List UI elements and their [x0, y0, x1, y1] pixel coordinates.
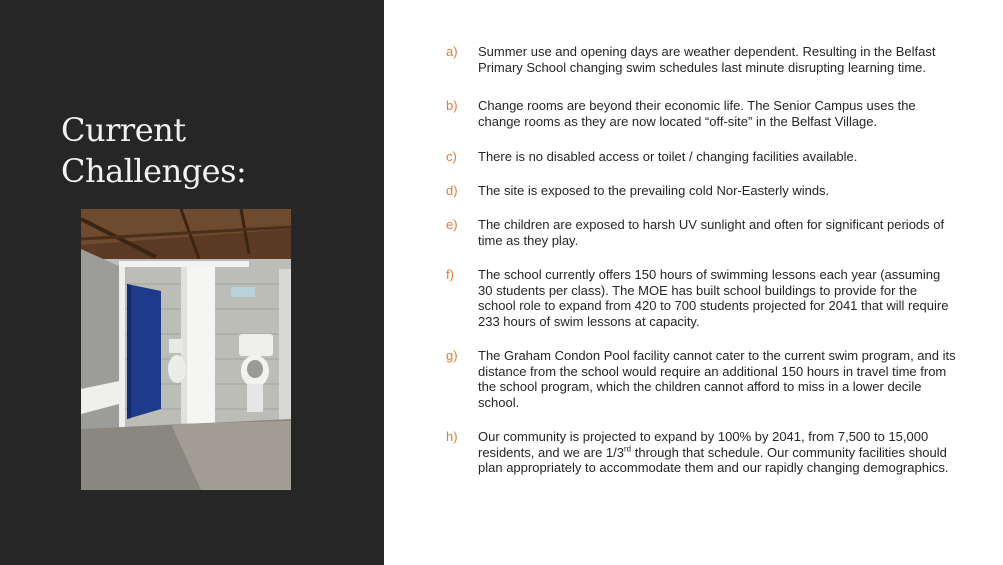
list-marker: b) [446, 98, 458, 113]
challenge-item-f [446, 267, 956, 329]
challenge-text: The school currently offers 150 hours of swimming lessons each year (assuming 30 students per class). The MOE has built school buildings to provide for the school role to expand from 420 to 700 students projected for 2041 that will require 233 hours of swim lessons at capacity. [478, 267, 949, 329]
challenge-item-g [446, 348, 956, 410]
challenge-item-b [446, 98, 956, 129]
ordinal-superscript: rd [623, 444, 632, 454]
challenge-text-part-1: Our community is projected to expand by 100% by 2041, from 7,500 to 15,000 residents, and we are 1/3 [478, 429, 929, 460]
list-marker: a) [446, 44, 458, 59]
challenge-text-part-2: through that schedule. Our community facilities should plan appropriately to accommodate them and our rapidly changing demographics. [478, 444, 949, 475]
list-marker: h) [446, 429, 458, 444]
challenge-text: The children are exposed to harsh UV sunlight and often for significant periods of time as they play. [478, 217, 945, 248]
challenge-text: Summer use and opening days are weather dependent. Resulting in the Belfast Primary School changing swim schedules last minute disrupting learning time. [478, 44, 936, 75]
challenges-list [446, 44, 956, 476]
list-marker: c) [446, 149, 457, 164]
challenge-text: The Graham Condon Pool facility cannot cater to the current swim program, and its distance from the school would require an additional 150 hours in travel time from the school program, which the children cannot afford to miss in a lower decile school. [478, 348, 956, 410]
challenge-item-d [446, 183, 956, 199]
list-marker: e) [446, 217, 458, 232]
changing-room-photo [81, 209, 291, 490]
challenge-text: The site is exposed to the prevailing cold Nor-Easterly winds. [478, 182, 830, 198]
challenge-item-c [446, 149, 956, 165]
list-marker: g) [446, 348, 458, 363]
list-marker: f) [446, 267, 454, 282]
title-panel [0, 0, 384, 565]
list-marker: d) [446, 182, 458, 198]
slide-title-line-2: Challenges: [61, 152, 247, 190]
challenge-text: Change rooms are beyond their economic life. The Senior Campus uses the change rooms as they are now located “off-site” in the Belfast Village. [478, 98, 916, 129]
challenge-item-e [446, 217, 956, 248]
challenge-item-a [446, 44, 956, 75]
slide-title-line-1: Current [61, 111, 186, 149]
challenge-item-h [446, 429, 956, 476]
slide-title [61, 110, 246, 192]
challenge-text: There is no disabled access or toilet / changing facilities available. [478, 149, 858, 164]
